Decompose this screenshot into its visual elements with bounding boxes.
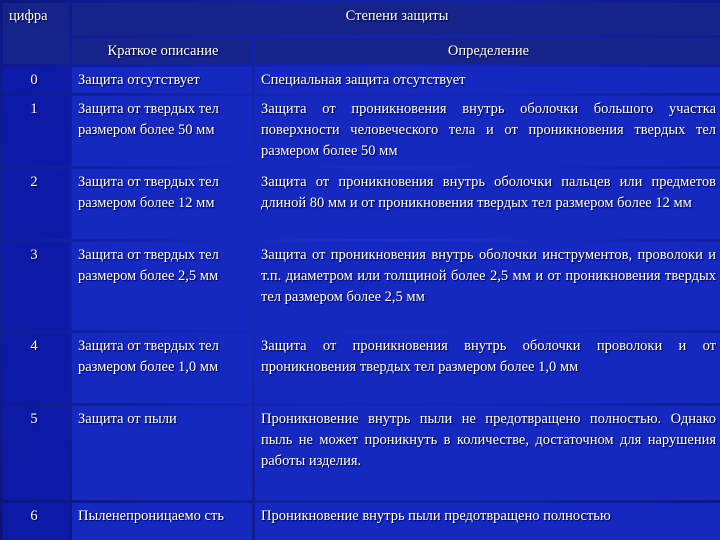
header-group-title: Степени защиты: [72, 3, 720, 35]
row-definition: Защита от проникновения внутрь оболочки проволоки и от проникновения твердых тел размером более 1,0 мм: [255, 333, 720, 403]
table-row: [3, 96, 720, 166]
table-row: [3, 242, 720, 330]
table-row: [3, 67, 720, 93]
row-number: 3: [3, 242, 69, 330]
header-short-description: Краткое описание: [72, 38, 252, 64]
table-row: [3, 406, 720, 500]
header-number: цифра: [3, 3, 69, 64]
row-number: 2: [3, 169, 69, 239]
row-short: Защита от твердых тел размером более 50 мм: [72, 96, 252, 166]
row-number: 6: [3, 503, 69, 540]
row-short: Пыленепроницаемо сть: [72, 503, 252, 540]
row-number: 5: [3, 406, 69, 500]
row-number: 1: [3, 96, 69, 166]
row-short: Защита отсутствует: [72, 67, 252, 93]
row-definition: Защита от проникновения внутрь оболочки пальцев или предметов длиной 80 мм и от проникновения твердых тел размером более 12 мм: [255, 169, 720, 239]
header-definition: Определение: [255, 38, 720, 64]
table-row: [3, 333, 720, 403]
row-definition: Проникновение внутрь пыли не предотвращено полностью. Однако пыль не может проникнуть в количестве, достаточном для нарушения работы изделия.: [255, 406, 720, 500]
row-number: 0: [3, 67, 69, 93]
table-row: [3, 503, 720, 540]
row-number: 4: [3, 333, 69, 403]
row-definition: Специальная защита отсутствует: [255, 67, 720, 93]
row-short: Защита от твердых тел размером более 2,5 мм: [72, 242, 252, 330]
row-short: Защита от твердых тел размером более 12 мм: [72, 169, 252, 239]
table-row: [3, 169, 720, 239]
row-definition: Защита от проникновения внутрь оболочки инструментов, проволоки и т.п. диаметром или толщиной более 2,5 мм и от проникновения твердых тел размером более 2,5 мм: [255, 242, 720, 330]
row-definition: Защита от проникновения внутрь оболочки большого участка поверхности человеческого тела и от проникновения твердых тел размером более 50 мм: [255, 96, 720, 166]
row-short: Защита от пыли: [72, 406, 252, 500]
row-definition: Проникновение внутрь пыли предотвращено полностью: [255, 503, 720, 540]
row-short: Защита от твердых тел размером более 1,0 мм: [72, 333, 252, 403]
